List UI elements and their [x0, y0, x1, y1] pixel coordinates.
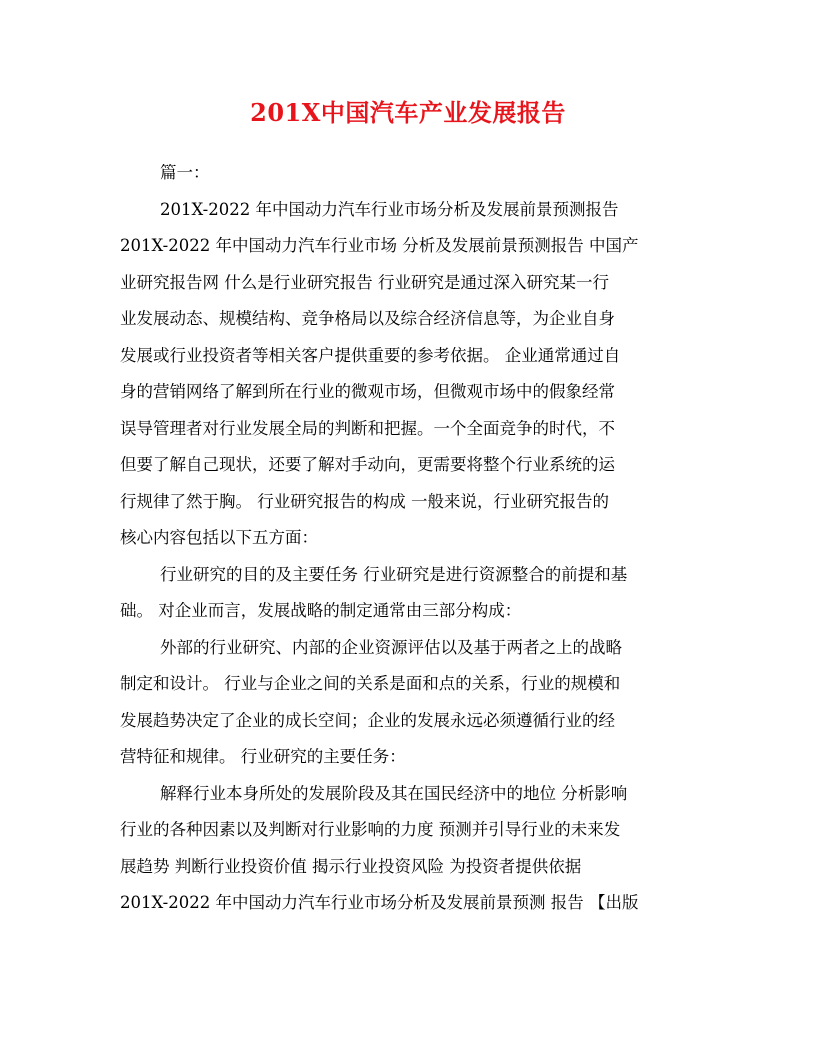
paragraph-line: 发展趋势决定了企业的成长空间；企业的发展永远必须遵循行业的经 — [120, 710, 615, 730]
paragraph-line: 解释行业本身所处的发展阶段及其在国民经济中的地位 分析影响 — [160, 783, 628, 803]
paragraph-line: 发展或行业投资者等相关客户提供重要的参考依据。 企业通常通过自 — [120, 345, 621, 365]
report-heading: 201X-2022 年中国动力汽车行业市场分析及发展前景预测报告 — [160, 199, 619, 219]
paragraph-line: 行规律了然于胸。 行业研究报告的构成 一般来说，行业研究报告的 — [120, 491, 609, 511]
paragraph-line: 营特征和规律。 行业研究的主要任务： — [120, 747, 406, 766]
paragraph-line: 行业研究的目的及主要任务 行业研究是进行资源整合的前提和基 — [160, 564, 628, 584]
paragraph-line: 制定和设计。 行业与企业之间的关系是面和点的关系，行业的规模和 — [120, 674, 621, 693]
paragraph-line: 业发展动态、规模结构、竞争格局以及综合经济信息等，为企业自身 — [120, 309, 615, 328]
paragraph-line: 行业的各种因素以及判断对行业影响的力度 预测并引导行业的未来发 — [120, 820, 621, 839]
paragraph-line: 业研究报告网 什么是行业研究报告 行业研究是通过深入研究某一行 — [120, 272, 609, 292]
section-label: 篇一： — [160, 163, 210, 182]
paragraph-line: 核心内容包括以下五方面： — [120, 528, 318, 547]
paragraph-line: 础。 对企业而言，发展战略的制定通常由三部分构成： — [120, 601, 522, 620]
paragraph-line: 但要了解自己现状，还要了解对手动向，更需要将整个行业系统的运 — [120, 455, 615, 474]
paragraph-line: 外部的行业研究、内部的企业资源评估以及基于两者之上的战略 — [160, 637, 622, 657]
paragraph-line: 201X-2022 年中国动力汽车行业市场 分析及发展前景预测报告 中国产 — [120, 236, 639, 255]
document-body — [120, 155, 686, 922]
paragraph-line: 展趋势 判断行业投资价值 揭示行业投资风险 为投资者提供依据 — [120, 856, 582, 876]
paragraph-line: 身的营销网络了解到所在行业的微观市场，但微观市场中的假象经常 — [120, 382, 615, 401]
document-title: 201X中国汽车产业发展报告 — [250, 98, 566, 127]
paragraph-line: 201X-2022 年中国动力汽车行业市场分析及发展前景预测 报告 【出版 — [120, 893, 639, 912]
paragraph-line: 误导管理者对行业发展全局的判断和把握。一个全面竞争的时代，不 — [120, 418, 615, 438]
